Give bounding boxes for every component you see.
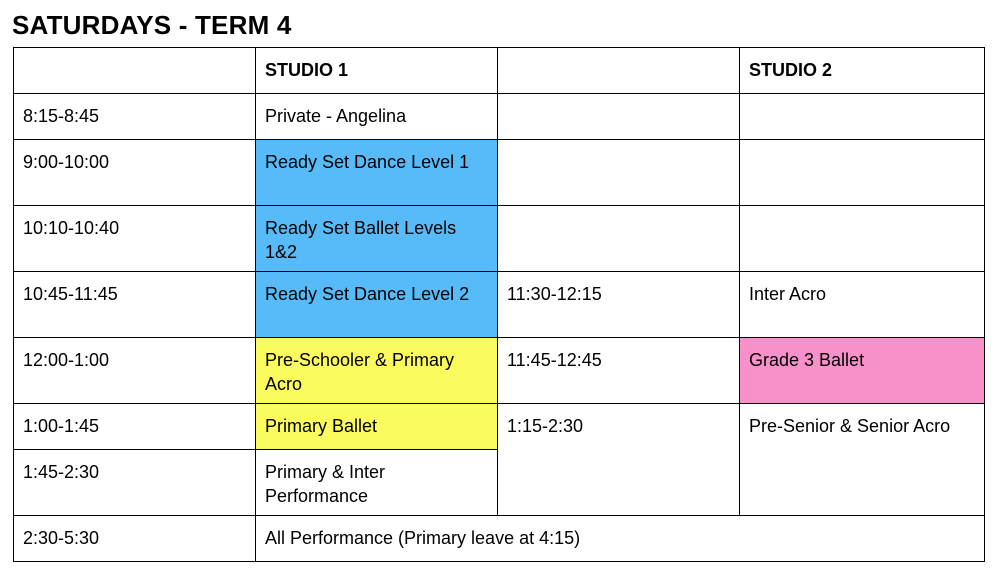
time-cell: 9:00-10:00 xyxy=(14,140,256,206)
studio-1-class: Pre-Schooler & Primary Acro xyxy=(256,338,498,404)
studio-1-class: Primary Ballet xyxy=(256,404,498,450)
time-cell: 1:45-2:30 xyxy=(14,450,256,516)
studio-2-class xyxy=(740,94,985,140)
page-title: SATURDAYS - TERM 4 xyxy=(12,10,292,40)
studio-1-class: Ready Set Dance Level 1 xyxy=(256,140,498,206)
time-cell: 8:15-8:45 xyxy=(14,94,256,140)
studio-1-class: Primary & Inter Performance xyxy=(256,450,498,516)
studio-2-time xyxy=(498,140,740,206)
header-time-2 xyxy=(498,48,740,94)
table-row xyxy=(14,94,985,140)
table-row xyxy=(14,272,985,338)
studio-2-class xyxy=(740,140,985,206)
time-cell: 10:10-10:40 xyxy=(14,206,256,272)
header-time xyxy=(14,48,256,94)
studio-2-class: Inter Acro xyxy=(740,272,985,338)
table-row xyxy=(14,404,985,450)
studio-1-class: Ready Set Ballet Levels 1&2 xyxy=(256,206,498,272)
header-studio-1: STUDIO 1 xyxy=(256,48,498,94)
header-studio-2: STUDIO 2 xyxy=(740,48,985,94)
table-row xyxy=(14,140,985,206)
studio-2-time: 11:30-12:15 xyxy=(498,272,740,338)
studio-2-class: Pre-Senior & Senior Acro xyxy=(740,404,985,516)
studio-1-class: Ready Set Dance Level 2 xyxy=(256,272,498,338)
header-row xyxy=(14,48,985,94)
studio-2-time: 1:15-2:30 xyxy=(498,404,740,516)
table-row xyxy=(14,338,985,404)
studio-1-class: Private - Angelina xyxy=(256,94,498,140)
table-row xyxy=(14,206,985,272)
time-cell: 12:00-1:00 xyxy=(14,338,256,404)
studio-2-time xyxy=(498,206,740,272)
studio-2-class xyxy=(740,206,985,272)
studio-2-time xyxy=(498,94,740,140)
studio-2-time: 11:45-12:45 xyxy=(498,338,740,404)
table-row xyxy=(14,516,985,562)
time-cell: 10:45-11:45 xyxy=(14,272,256,338)
time-cell: 1:00-1:45 xyxy=(14,404,256,450)
studio-2-class: Grade 3 Ballet xyxy=(740,338,985,404)
studio-1-class: All Performance (Primary leave at 4:15) xyxy=(256,516,985,562)
time-cell: 2:30-5:30 xyxy=(14,516,256,562)
schedule-table xyxy=(13,47,985,562)
